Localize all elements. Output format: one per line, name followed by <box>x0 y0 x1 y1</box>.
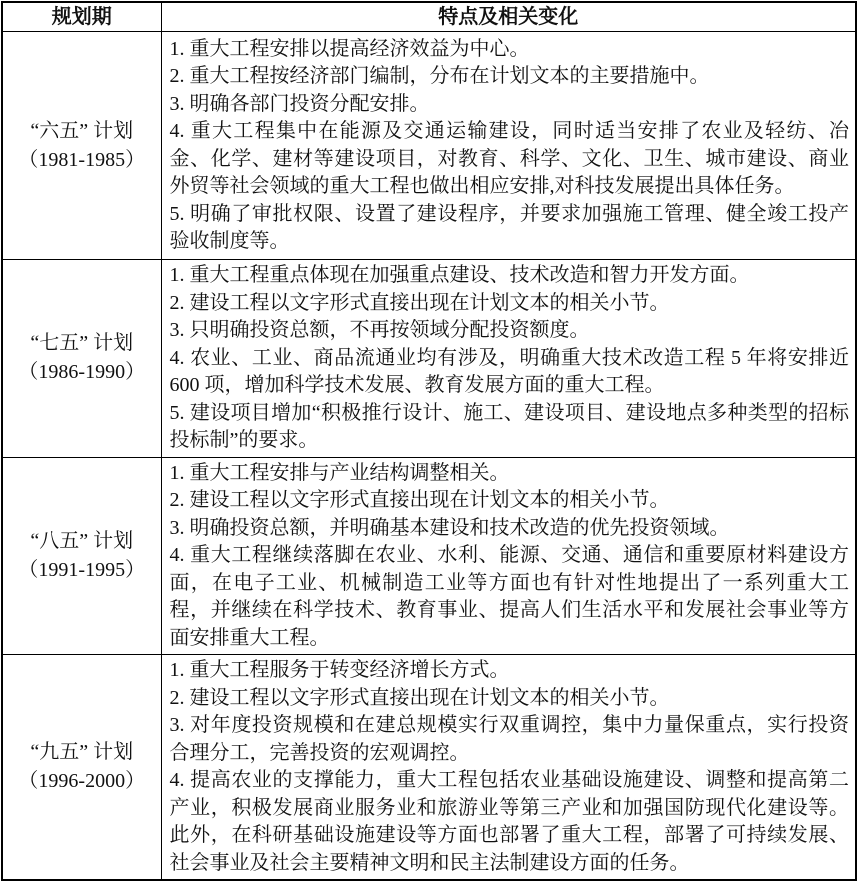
period-years: （1991-1995） <box>18 558 146 581</box>
column-header-features: 特点及相关变化 <box>161 2 856 32</box>
column-header-period: 规划期 <box>2 2 161 32</box>
feature-item: 4. 提高农业的支撑能力，重大工程包括农业基础设施建设、调整和提高第二产业，积极发展商业服务业和旅游业等第三产业和加强国防现代化建设等。此外，在科研基础设施建设等方面也部署了重大工程，部署了可持续发展、社会事业及社会主要精神文明和民主法制建设方面的任务。 <box>169 769 849 874</box>
features-cell <box>161 457 856 655</box>
feature-item: 1. 重大工程重点体现在加强重点建设、技术改造和智力开发方面。 <box>169 264 750 286</box>
feature-item: 5. 明确了审批权限、设置了建设程序，并要求加强施工管理、健全竣工投产验收制度等。 <box>169 202 849 252</box>
feature-item: 2. 重大工程按经济部门编制，分布在计划文本的主要措施中。 <box>169 65 710 87</box>
table-row <box>2 260 856 458</box>
planning-periods-table <box>1 1 857 881</box>
period-name: “九五” 计划 <box>30 741 134 763</box>
period-name: “六五” 计划 <box>30 119 134 142</box>
table-row <box>2 32 856 260</box>
period-name: “八五” 计划 <box>30 529 134 552</box>
features-cell <box>161 32 856 260</box>
feature-item: 2. 建设工程以文字形式直接出现在计划文本的相关小节。 <box>169 291 670 314</box>
header-row <box>2 2 856 32</box>
feature-item: 3. 只明确投资总额，不再按领域分配投资额度。 <box>169 319 590 341</box>
period-name: “七五” 计划 <box>30 332 134 355</box>
period-years: （1981-1985） <box>18 148 146 171</box>
feature-item: 1. 重大工程安排以提高经济效益为中心。 <box>169 37 530 60</box>
feature-item: 2. 建设工程以文字形式直接出现在计划文本的相关小节。 <box>169 686 670 709</box>
table-row <box>2 457 856 655</box>
feature-item: 1. 重大工程安排与产业结构调整相关。 <box>169 461 510 484</box>
feature-item: 5. 建设项目增加“积极推行设计、施工、建设项目、建设地点多种类型的招标投标制”的要求。 <box>169 401 849 451</box>
document-page <box>0 1 858 874</box>
table-row <box>2 655 856 881</box>
period-years: （1986-1990） <box>18 361 146 384</box>
period-cell <box>2 32 161 260</box>
feature-item: 4. 重大工程集中在能源及交通运输建设，同时适当安排了农业及轻纺、冶金、化学、建材等建设项目，对教育、科学、文化、卫生、城市建设、商业外贸等社会领域的重大工程也做出相应安排,对科技发展提出具体任务。 <box>169 120 849 197</box>
feature-item: 1. 重大工程服务于转变经济增长方式。 <box>169 659 510 681</box>
feature-item: 2. 建设工程以文字形式直接出现在计划文本的相关小节。 <box>169 489 670 511</box>
period-years: （1996-2000） <box>18 770 146 792</box>
feature-item: 4. 重大工程继续落脚在农业、水利、能源、交通、通信和重要原材料建设方面，在电子工业、机械制造工业等方面也有针对性地提出了一系列重大工程，并继续在科学技术、教育事业、提高人们生活水平和发展社会事业等方面安排重大工程。 <box>169 544 849 649</box>
period-cell <box>2 655 161 881</box>
period-cell <box>2 260 161 458</box>
feature-item: 4. 农业、工业、商品流通业均有涉及，明确重大技术改造工程 5 年将安排近 600 项，增加科学技术发展、教育发展方面的重大工程。 <box>169 346 849 396</box>
feature-item: 3. 对年度投资规模和在建总规模实行双重调控，集中力量保重点，实行投资合理分工，完善投资的宏观调控。 <box>169 714 849 764</box>
period-cell <box>2 457 161 655</box>
feature-item: 3. 明确各部门投资分配安排。 <box>169 92 430 115</box>
feature-item: 3. 明确投资总额，并明确基本建设和技术改造的优先投资领域。 <box>169 516 730 539</box>
features-cell <box>161 260 856 458</box>
features-cell <box>161 655 856 881</box>
